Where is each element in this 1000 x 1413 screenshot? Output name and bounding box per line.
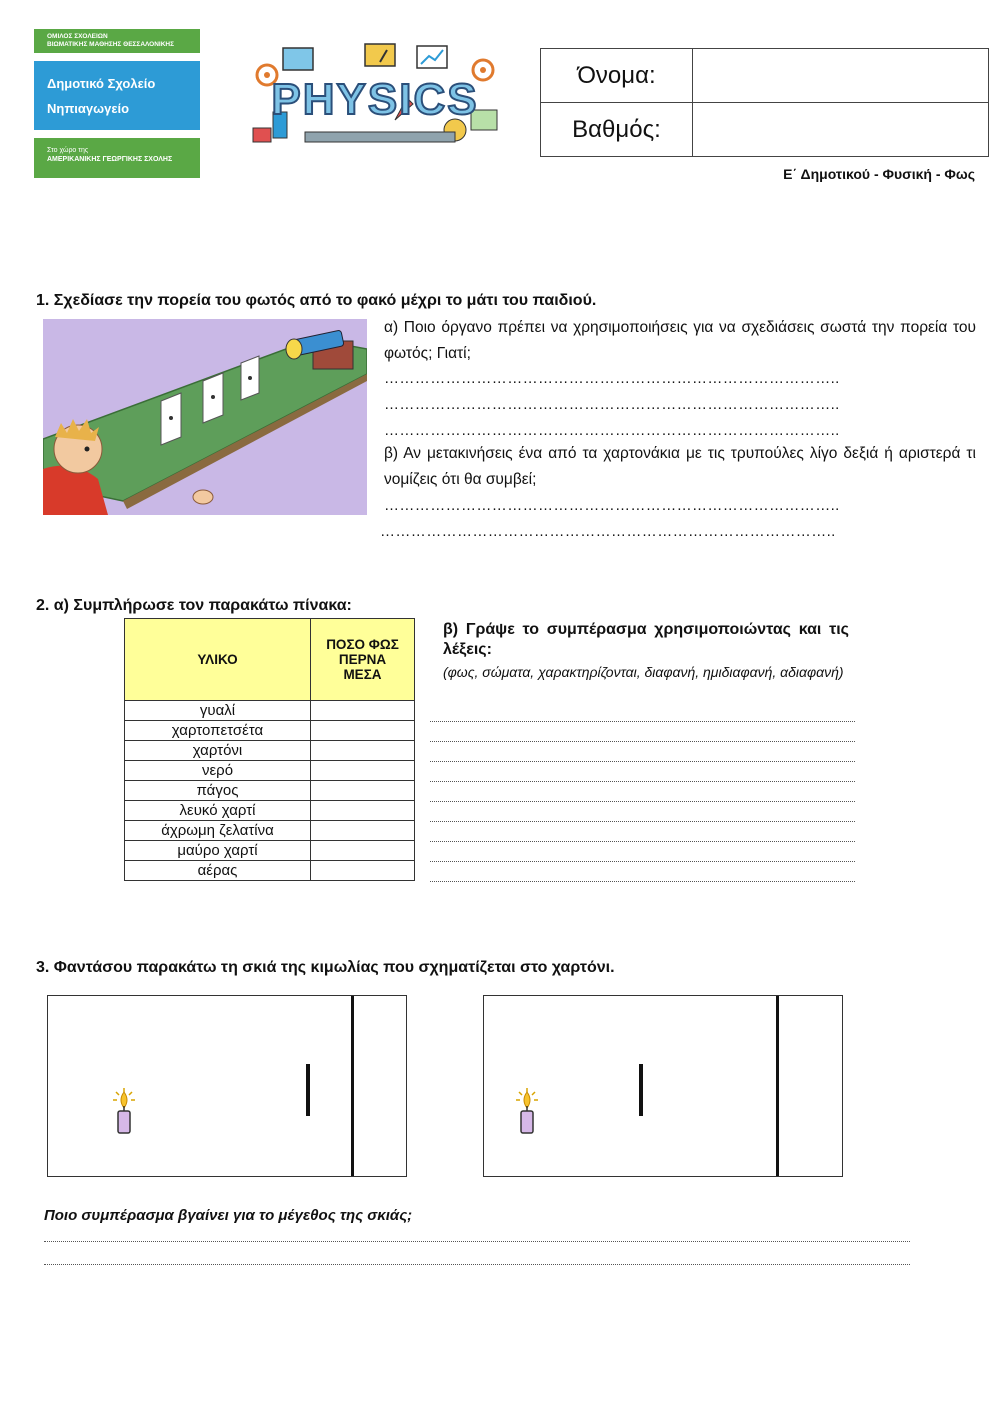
logo-top-line1: ΟΜΙΛΟΣ ΣΧΟΛΕΙΩΝ xyxy=(47,33,108,40)
q2-answer-line[interactable] xyxy=(430,800,855,802)
answer-cell[interactable] xyxy=(311,701,415,721)
answer-cell[interactable] xyxy=(311,821,415,841)
table-row xyxy=(125,801,415,821)
school-logo-bottom xyxy=(34,138,200,178)
answer-cell[interactable] xyxy=(311,861,415,881)
q2-answer-line[interactable] xyxy=(430,740,855,742)
monitor-icon xyxy=(283,48,313,70)
chalk-right xyxy=(639,1064,643,1116)
table-row xyxy=(125,821,415,841)
q1-part-b: β) Αν μετακινήσεις ένα από τα χαρτονάκια με τις τρυπούλες λίγο δεξιά ή αριστερά τι νομίζεις ότι θα συμβεί; xyxy=(384,445,976,488)
material-cell: μαύρο χαρτί xyxy=(125,841,311,861)
name-label: Όνομα: xyxy=(541,49,693,103)
school-logo-main xyxy=(34,61,200,130)
material-cell: αέρας xyxy=(125,861,311,881)
q2-answer-line[interactable] xyxy=(430,720,855,722)
q2-part-b-title: β) Γράψε το συμπέρασμα χρησιμοποιώντας και τις λέξεις: xyxy=(443,621,849,658)
q3-title: 3. Φαντάσου παρακάτω τη σκιά της κιμωλίας που σχηματίζεται στο χαρτόνι. xyxy=(36,959,615,976)
logo-mid-line1: Δημοτικό Σχολείο xyxy=(47,76,156,91)
physics-word: PHYSICS xyxy=(271,75,479,124)
q3-answer-line-2[interactable] xyxy=(44,1263,910,1265)
table-row xyxy=(125,701,415,721)
q1-flashlight-illustration xyxy=(43,319,367,515)
chalk-left xyxy=(306,1064,310,1116)
grade-label: Βαθμός: xyxy=(541,103,693,157)
col-light-header-l1: ΠΟΣΟ ΦΩΣ xyxy=(326,637,399,652)
candle-icon xyxy=(110,1086,138,1136)
q1-part-a: α) Ποιο όργανο πρέπει να χρησιμοποιήσεις για να σχεδιάσεις σωστά την πορεία του φωτός; Γιατί; xyxy=(384,319,976,362)
cardboard-screen-right xyxy=(776,996,779,1176)
magnet-icon xyxy=(253,128,271,142)
name-field[interactable] xyxy=(693,49,989,103)
q3-answer-line-1[interactable] xyxy=(44,1240,910,1242)
grade-field[interactable] xyxy=(693,103,989,157)
q2-part-b-words: (φως, σώματα, χαρακτηρίζονται, διαφανή, ημιδιαφανή, αδιαφανή) xyxy=(443,664,844,680)
material-cell: άχρωμη ζελατίνα xyxy=(125,821,311,841)
instrument-shelf xyxy=(305,132,455,142)
school-logo-top xyxy=(34,29,200,53)
answer-cell[interactable] xyxy=(311,841,415,861)
meter-icon xyxy=(365,44,395,66)
logo-bot-line1: Στο χώρο της xyxy=(47,147,89,154)
q2-title: 2. α) Συμπλήρωσε τον παρακάτω πίνακα: xyxy=(36,597,352,614)
material-cell: νερό xyxy=(125,761,311,781)
q2-answer-line[interactable] xyxy=(430,780,855,782)
materials-table xyxy=(124,618,415,881)
q1-answer-line-5[interactable]: …………………………………………………………………………….. xyxy=(380,523,836,540)
col-light-header xyxy=(311,619,415,701)
answer-cell[interactable] xyxy=(311,741,415,761)
answer-cell[interactable] xyxy=(311,801,415,821)
q1-answer-line-1[interactable]: …………………………………………………………………………….. xyxy=(384,370,840,387)
material-cell: λευκό χαρτί xyxy=(125,801,311,821)
table-row xyxy=(125,861,415,881)
logo-mid-line2: Νηπιαγωγείο xyxy=(47,101,130,116)
table-row xyxy=(125,721,415,741)
answer-cell[interactable] xyxy=(311,761,415,781)
child-eye xyxy=(85,447,90,452)
q2-answer-line[interactable] xyxy=(430,820,855,822)
material-cell: χαρτοπετσέτα xyxy=(125,721,311,741)
logo-top-line2: ΒΙΩΜΑΤΙΚΗΣ ΜΑΘΗΣΗΣ ΘΕΣΣΑΛΟΝΙΚΗΣ xyxy=(47,41,175,48)
q3-question: Ποιο συμπέρασμα βγαίνει για το μέγεθος της σκιάς; xyxy=(44,1207,413,1224)
col-material-header: ΥΛΙΚΟ xyxy=(125,619,311,701)
col-light-header-l3: ΜΕΣΑ xyxy=(343,667,382,682)
cardboard-screen-left xyxy=(351,996,354,1176)
candle-icon-right xyxy=(513,1086,541,1136)
answer-cell[interactable] xyxy=(311,721,415,741)
material-cell: πάγος xyxy=(125,781,311,801)
q2-answer-line[interactable] xyxy=(430,880,855,882)
table-row xyxy=(125,781,415,801)
q1-answer-line-4[interactable]: …………………………………………………………………………….. xyxy=(384,497,840,514)
q2-answer-line[interactable] xyxy=(430,760,855,762)
q1-answer-line-3[interactable]: …………………………………………………………………………….. xyxy=(384,422,840,439)
name-grade-table xyxy=(540,48,989,157)
q1-answer-line-2[interactable]: …………………………………………………………………………….. xyxy=(384,396,840,413)
table-row xyxy=(125,841,415,861)
flashlight-lens xyxy=(286,339,302,359)
subject-line: Ε΄ Δημοτικού - Φυσική - Φως xyxy=(783,166,975,182)
physics-banner-illustration xyxy=(245,40,510,155)
table-row xyxy=(125,761,415,781)
q2-answer-line[interactable] xyxy=(430,840,855,842)
logo-bot-line2: ΑΜΕΡΙΚΑΝΙΚΗΣ ΓΕΩΡΓΙΚΗΣ ΣΧΟΛΗΣ xyxy=(47,156,173,163)
answer-cell[interactable] xyxy=(311,781,415,801)
col-light-header-l2: ΠΕΡΝΑ xyxy=(338,652,387,667)
q2-answer-line[interactable] xyxy=(430,860,855,862)
material-cell: χαρτόνι xyxy=(125,741,311,761)
material-cell: γυαλί xyxy=(125,701,311,721)
q1-title: 1. Σχεδίασε την πορεία του φωτός από το φακό μέχρι το μάτι του παιδιού. xyxy=(36,292,597,309)
child-hand xyxy=(193,490,213,504)
table-row xyxy=(125,741,415,761)
